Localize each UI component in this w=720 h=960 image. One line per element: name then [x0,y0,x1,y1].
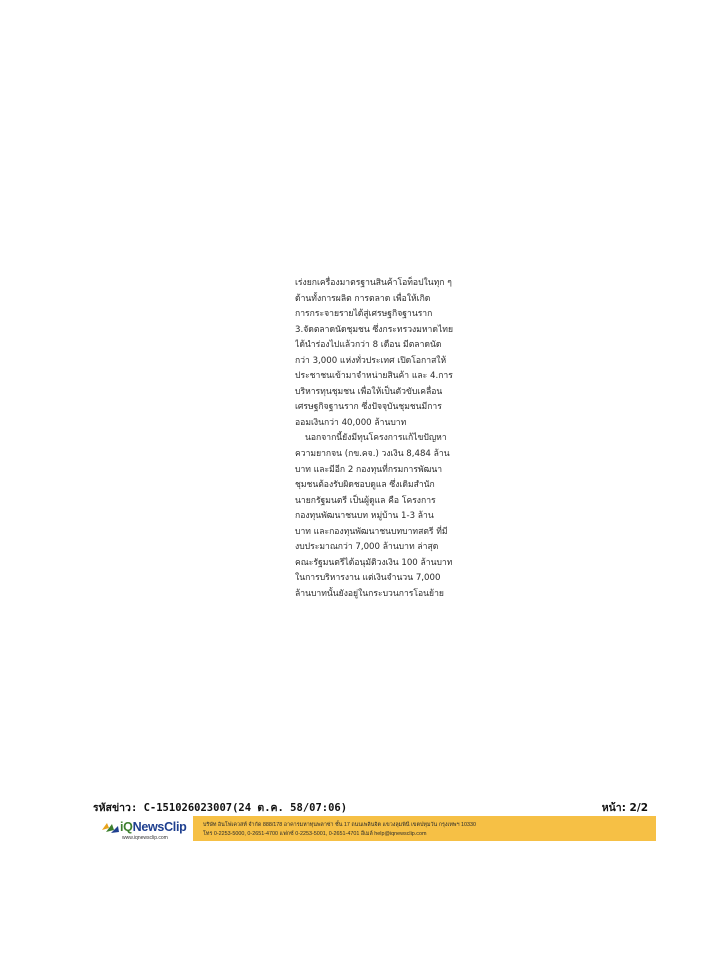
article-line: ล้านบาทนั้นยังอยู่ในกระบวนการโอนย้าย [295,588,444,599]
article-line: ความยากจน (กข.คจ.) วงเงิน 8,484 ล้าน [295,449,450,460]
article-line: นอกจากนี้ยังมีทุนโครงการแก้ไขปัญหา [305,433,447,444]
article-line: เศรษฐกิจฐานราก ซึ่งปัจจุบันชุมชนมีการ [295,402,442,413]
article-line: ประชาชนเข้ามาจำหน่ายสินค้า และ 4.การ [295,371,453,382]
news-id: รหัสข่าว: C-151026023007(24 ต.ค. 58/07:06) [93,802,348,814]
article-line: บาท และกองทุนพัฒนาชนบทบาทสตรี ที่มี [295,526,448,537]
article-line: บาท และมีอีก 2 กองทุนที่กรมการพัฒนา [295,464,443,475]
iqnewsclip-logo [100,818,186,844]
contact-address: บริษัท อินโฟเควสท์ จำกัด 888/178 อาคารมหาทุนพลาซ่า ชั้น 17 ถนนเพลินจิต แขวงลุมพินี เขตปทุมวัน กรุงเทพฯ 10330 [203,822,476,828]
article-line: กว่า 3,000 แห่งทั่วประเทศ เปิดโอกาสให้ [295,355,447,366]
contact-phone-email: โทร 0-2253-5000, 0-2651-4700 แฟกซ์ 0-2253-5001, 0-2651-4701 อีเมล์ help@iqnewsclip.com [203,831,427,837]
article-line: กองทุนพัฒนาชนบท หมู่บ้าน 1-3 ล้าน [295,511,434,522]
article-line: 3.จัดตลาดนัดชุมชน ซึ่งกระทรวงมหาดไทย [295,324,453,335]
article-line: ในการบริหารงาน แต่เงินจำนวน 7,000 [295,573,441,584]
article-line: บริหารทุนชุมชน เพื่อให้เป็นตัวขับเคลื่อน [295,386,443,397]
article-line: ด้านทั้งการผลิต การตลาด เพื่อให้เกิด [295,293,431,304]
article-line: ได้นำร่องไปแล้วกว่า 8 เดือน มีตลาดนัด [295,340,442,351]
article-line: นายกรัฐมนตรี เป็นผู้ดูแล คือ โครงการ [295,495,436,506]
article-line: คณะรัฐมนตรีได้อนุมัติวงเงิน 100 ล้านบาท [295,557,453,568]
article-line: ชุมชนต้องรับผิดชอบดูแล ซึ่งเดิมสำนัก [295,480,435,491]
article-line: งบประมาณกว่า 7,000 ล้านบาท ล่าสุด [295,542,439,553]
logo-wordmark: iQNewsClip [120,820,187,834]
logo-url: www.iqnewsclip.com [122,835,168,841]
article-line: เร่งยกเครื่องมาตรฐานสินค้าโอท็อปในทุก ๆ [295,278,452,288]
contact-bar [193,816,656,841]
article-column [295,276,457,602]
newsclip-bird-icon [100,820,122,836]
article-line: ออมเงินกว่า 40,000 ล้านบาท [295,417,407,428]
page-number: หน้า: 2/2 [601,802,648,814]
article-line: การกระจายรายได้สู่เศรษฐกิจฐานราก [295,309,433,320]
